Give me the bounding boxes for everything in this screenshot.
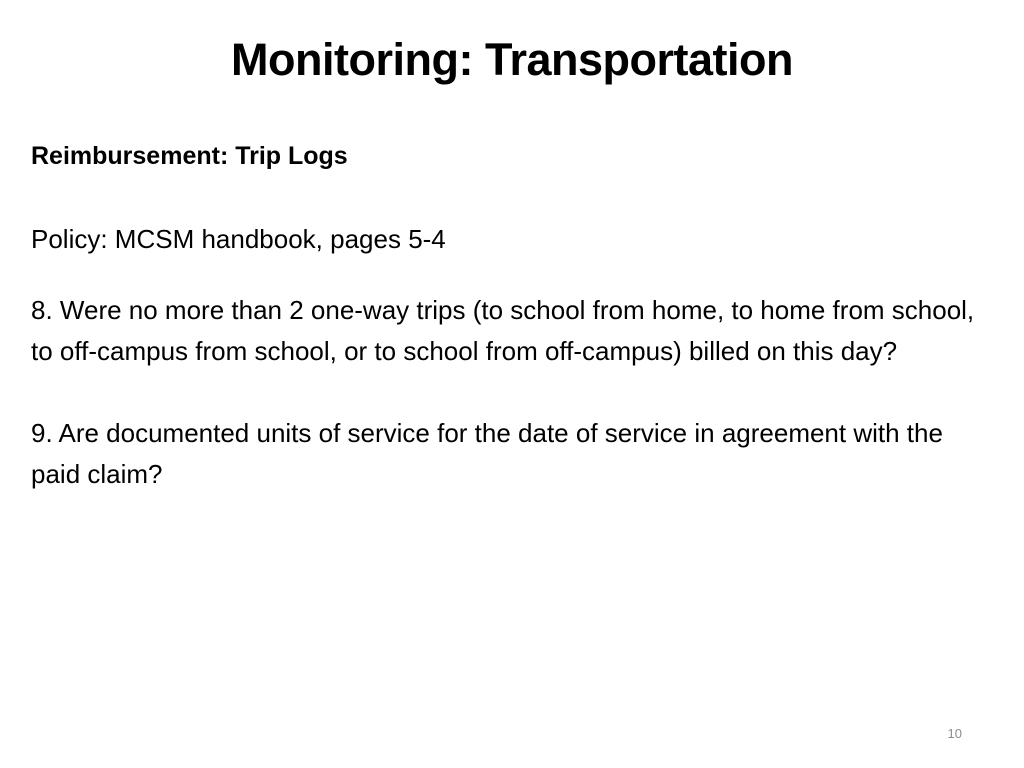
section-heading: Reimbursement: Trip Logs xyxy=(31,142,348,170)
slide-title: Monitoring: Transportation xyxy=(231,34,793,85)
slide-body xyxy=(31,140,991,495)
slide-number: 10 xyxy=(947,726,962,741)
question-item-9: 9. Are documented units of service for the date of service in agreement with the paid claim? xyxy=(31,418,943,489)
policy-reference: Policy: MCSM handbook, pages 5-4 xyxy=(31,224,446,254)
question-item-8: 8. Were no more than 2 one-way trips (to school from home, to home from school, to off-campus from school, or to school from off-campus) billed on this day? xyxy=(31,295,975,366)
